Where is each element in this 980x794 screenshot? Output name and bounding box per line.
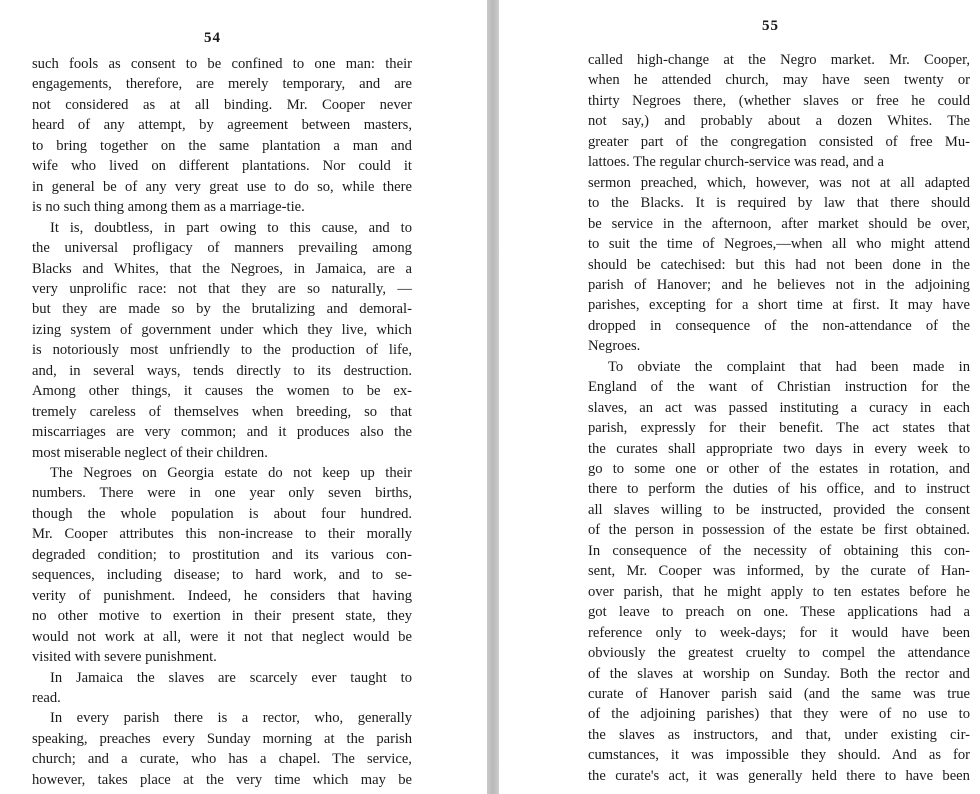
text-line: Negroes. xyxy=(588,338,641,355)
text-line: parish, expressly for their benefit. The act states that xyxy=(588,420,971,437)
text-line: is notoriously most unfriendly to the production of life, xyxy=(32,342,412,359)
text-line: read. xyxy=(32,689,61,706)
text-line: got leave to preach on one. These applications had a xyxy=(588,604,970,621)
book-gutter xyxy=(487,0,499,794)
text-line: thirty Negroes there, (whether slaves or free he could xyxy=(588,92,971,109)
text-line: most miserable neglect of their children. xyxy=(32,444,268,461)
text-line: over parish, that he might apply to ten estates before he xyxy=(588,583,970,600)
text-line: should be catechised: but this had not been done in the xyxy=(588,256,970,273)
text-line: is no such thing among them as a marriage-tie. xyxy=(32,199,305,216)
text-line: tremely careless of themselves when breeding, so that xyxy=(32,403,412,420)
text-line: It is, doubtless, in part owing to this cause, and to xyxy=(50,219,413,236)
text-line: the universal profligacy of manners prevailing among xyxy=(32,240,412,257)
text-line: but they are made so by the brutalizing and demoral- xyxy=(32,301,412,318)
text-line: England of the want of Christian instruction for the xyxy=(588,379,970,396)
text-line: verity of punishment. Indeed, he considers that having xyxy=(32,587,412,604)
right-page xyxy=(500,0,980,794)
text-line: izing system of government under which they live, which xyxy=(32,321,412,338)
text-line: when he attended church, may have seen twenty or xyxy=(588,72,970,89)
text-line: parishes, excepting for a short time at first. It may have xyxy=(588,297,970,314)
text-line: very unprolific race: not that they are so naturally, — xyxy=(32,280,413,297)
text-line: numbers. There were in one year only seven births, xyxy=(32,485,413,502)
text-line: speaking, preaches every Sunday morning at the parish xyxy=(32,730,413,747)
text-line: of the person in possession of the estate be first obtained. xyxy=(588,522,970,539)
text-line: not say,) and probably about a dozen Whites. The xyxy=(588,113,970,130)
text-line: there to perform the duties of his office, and to instruct xyxy=(588,481,970,498)
text-line: sermon preached, which, however, was not at all adapted xyxy=(588,174,970,191)
text-line: miscarriages are very common; and it produces also the xyxy=(32,424,412,441)
text-line: of the adjoining parishes) that they were of no use to xyxy=(588,706,970,723)
text-line: to suit the time of Negroes,—when all who might attend xyxy=(588,236,971,253)
text-line: though the whole population is about four hundred. xyxy=(32,505,413,522)
text-line: to the Blacks. It is required by law that there should xyxy=(588,195,971,212)
text-line: sent, Mr. Cooper was informed, by the curate of Han- xyxy=(588,563,970,580)
text-line: degraded condition; to prostitution and its various con- xyxy=(32,546,412,563)
text-line: no other motive to exertion in their present state, they xyxy=(32,608,413,625)
text-line: not considered as at all binding. Mr. Cooper never xyxy=(32,96,412,113)
text-line: called high-change at the Negro market. Mr. Cooper, xyxy=(588,52,970,68)
text-line: In every parish there is a rector, who, generally xyxy=(50,710,412,727)
text-line: to bring together on the same plantation a man and xyxy=(32,137,412,154)
text-line: dropped in consequence of the non-attendance of the xyxy=(588,317,971,334)
text-line: the curate's act, it was generally held there to have been xyxy=(588,767,970,784)
text-line: be service in the afternoon, after market should be over, xyxy=(588,215,970,232)
page-number-right: 55 xyxy=(762,18,779,34)
text-line: greater part of the congregation consisted of free Mu- xyxy=(588,133,971,150)
left-page xyxy=(0,0,488,794)
text-line: would not work at all, were it not that neglect would be xyxy=(32,628,412,645)
text-line: the slaves as instructors, and that, under existing cir- xyxy=(588,726,971,743)
text-line: Blacks and Whites, that the Negroes, in Jamaica, are a xyxy=(32,260,412,277)
text-line: Mr. Cooper attributes this non-increase to their morally xyxy=(32,526,413,543)
text-line: all slaves willing to be instructed, provided the consent xyxy=(588,501,970,518)
text-line: and, in several ways, tends directly to its destruction. xyxy=(32,362,413,379)
text-line: visited with severe punishment. xyxy=(32,649,217,666)
text-line: In consequence of the necessity of obtaining this con- xyxy=(588,542,970,559)
text-line: To obviate the complaint that had been made in xyxy=(608,358,971,375)
text-line: in general be of any very great use to do so, while there xyxy=(32,178,412,195)
text-line: obviously the greatest cruelty to compel the attendance xyxy=(588,645,970,662)
text-line: church; and a curate, who has a chapel. The service, xyxy=(32,751,412,768)
text-line: In Jamaica the slaves are scarcely ever taught to xyxy=(50,669,412,686)
text-line: slaves, an act was passed instituting a curacy in each xyxy=(588,399,970,416)
text-line: the curates shall appropriate two days in every week to xyxy=(588,440,971,457)
text-line: lattoes. The regular church-service was read, and a xyxy=(588,154,884,171)
text-line: however, takes place at the very time which may be xyxy=(32,771,413,788)
text-line: parish of Hanover; and he believes not in the adjoining xyxy=(588,276,970,293)
text-line: The Negroes on Georgia estate do not keep up their xyxy=(50,465,413,481)
text-line: engagements, therefore, are merely temporary, and are xyxy=(32,76,413,93)
text-line: Among other things, it causes the women to be ex- xyxy=(32,383,413,400)
text-line: reference only to week-days; for it would have been xyxy=(588,624,970,641)
text-line: go to some one or other of the estates in rotation, and xyxy=(588,461,970,477)
page-number-left: 54 xyxy=(204,30,221,46)
text-line: of the slaves at worship on Sunday. Both the rector and xyxy=(588,665,970,682)
text-line: heard of any attempt, by agreement between masters, xyxy=(32,117,412,134)
text-line: curate of Hanover parish said (and the same was true xyxy=(588,685,970,702)
text-line: sequences, including disease; to hard work, and to se- xyxy=(32,567,413,584)
text-line: such fools as consent to be confined to one man: their xyxy=(32,56,412,72)
text-line: cumstances, it was impossible they should. And as for xyxy=(588,747,970,764)
text-line: wife who lived on different plantations. Nor could it xyxy=(32,158,412,175)
